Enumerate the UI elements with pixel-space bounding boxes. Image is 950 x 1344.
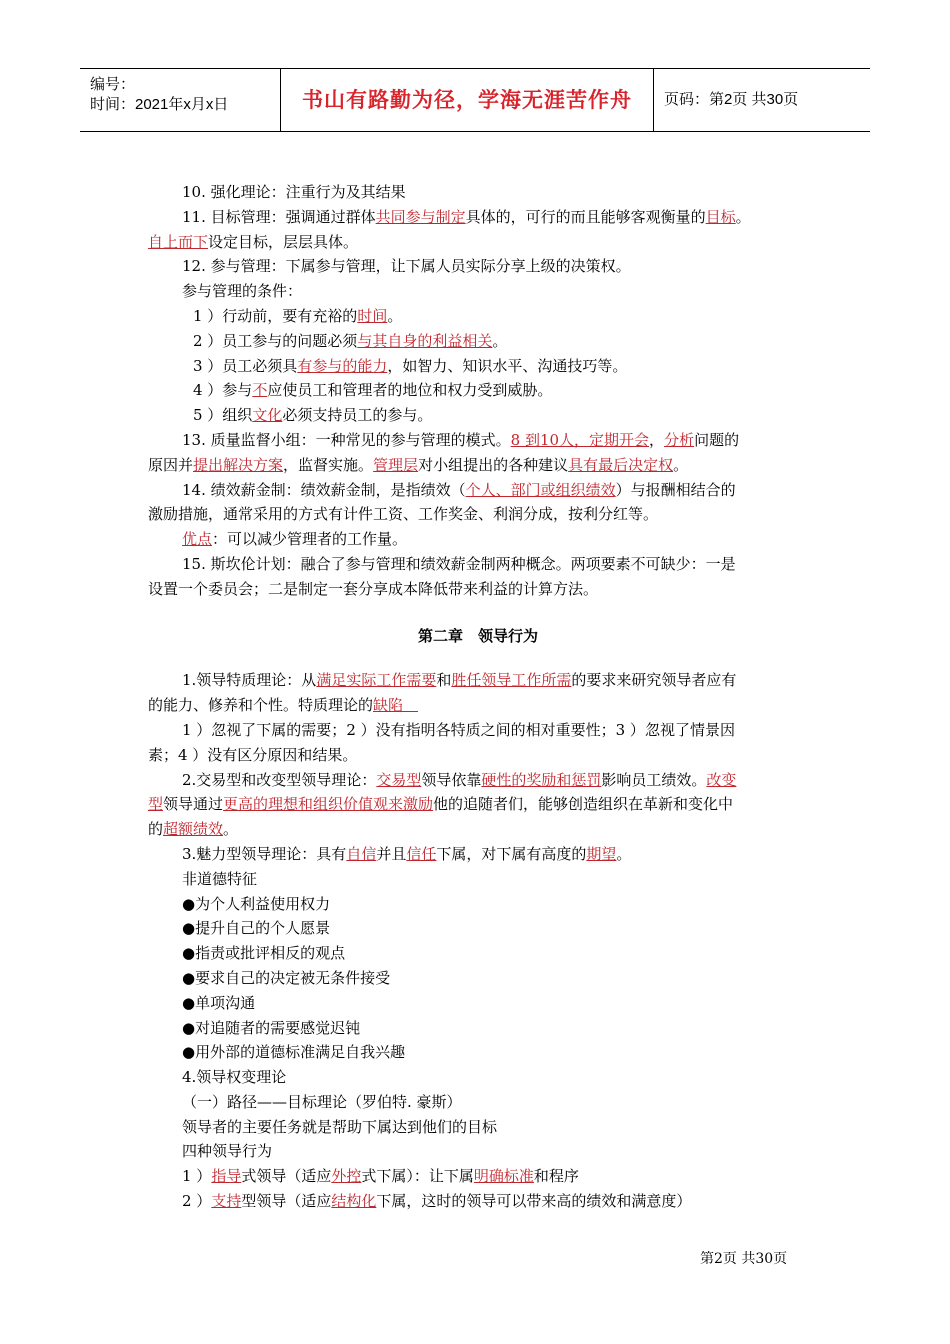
highlight-text: 自信 [346,844,377,863]
list-item: 1 ）行动前，要有充裕的时间。 [193,306,403,325]
highlight-text: 共同参与制定 [375,207,466,226]
paragraph-line: 参与管理的条件： [182,282,303,301]
highlight-text: 明确标准 [473,1167,534,1186]
highlight-text: 管理层 [373,455,419,474]
list-item: 2 ）员工参与的问题必须与其自身的利益相关。 [193,331,508,350]
paragraph-line: 15. 斯坎伦计划：融合了参与管理和绩效薪金制两种概念。两项要素不可缺少：一是 [182,554,736,573]
paragraph-line: （一）路径——目标理论（罗伯特. 豪斯） [182,1092,462,1111]
bullet-item: ●用外部的道德标准满足自我兴趣 [182,1043,406,1062]
paragraph-line: 领导者的主要任务就是帮助下属达到他们的目标 [182,1117,498,1136]
motto: 书山有路勤为径，学海无涯苦作舟 [302,88,632,112]
paragraph-line: 10. 强化理论：注重行为及其结果 [182,183,406,201]
paragraph-line: 13. 质量监督小组：一种常见的参与管理的模式。8 到10人，定期开会，分析问题的 [182,430,740,449]
highlight-text: 文化 [252,406,283,425]
paragraph-line: 设置一个委员会；二是制定一套分享成本降低带来利益的计算方法。 [148,579,599,598]
paragraph-line: 原因并提出解决方案，监督实施。管理层对小组提出的各种建议具有最后决定权。 [148,455,689,474]
highlight-text: 时间 [357,306,388,325]
paragraph-line: 2.交易型和改变型领导理论：交易型领导依靠硬性的奖励和惩罚影响员工绩效。改变 [182,770,737,789]
date-line: 时间：2021年x月x日 [90,96,229,113]
highlight-text: 支持 [211,1192,242,1211]
paragraph-line: 的能力、修养和个性。特质理论的缺陷 [148,696,419,715]
paragraph-line: 素；4 ）没有区分原因和结果。 [148,745,358,764]
page-header [80,68,870,132]
number-label: 编号： [90,76,136,93]
highlight-text: 硬性的奖励和惩罚 [481,770,602,789]
paragraph-line: 14. 绩效薪金制：绩效薪金制，是指绩效（个人、部门或组织绩效）与报酬相结合的 [182,480,736,499]
highlight-text: 缺陷 [373,696,419,715]
highlight-text: 优点 [182,530,213,549]
highlight-text: 个人、部门或组织绩效 [465,480,616,499]
paragraph-line: 1.领导特质理论：从满足实际工作需要和胜任领导工作所需的要求来研究领导者应有 [182,671,737,690]
highlight-text: 目标 [705,207,736,226]
highlight-text: 结构化 [331,1192,377,1211]
highlight-text: 自上而下 [148,232,209,251]
header-motto-cell [281,69,654,131]
highlight-text: 期望 [586,844,617,863]
highlight-text: 8 到10人，定期开会 [510,430,650,449]
paragraph-line: 1 ）忽视了下属的需要；2 ）没有指明各特质之间的相对重要性；3 ）忽视了情景因 [182,720,735,739]
list-item: 2 ）支持型领导（适应结构化下属，这时的领导可以带来高的绩效和满意度） [182,1192,692,1211]
paragraph-line: 11. 目标管理：强调通过群体共同参与制定具体的，可行的而且能够客观衡量的目标。 [182,207,751,226]
paragraph-line: 激励措施，通常采用的方式有计件工资、工作奖金、利润分成，按利分红等。 [148,505,659,524]
highlight-text: 交易型 [376,770,422,789]
bullet-item: ●对追随者的需要感觉迟钝 [182,1018,361,1037]
document-body [148,180,808,1214]
highlight-text: 改变 [706,770,737,789]
chapter-title: 第二章 领导行为 [417,626,538,645]
list-item: 3 ）员工必须具有参与的能力，如智力、知识水平、沟通技巧等。 [193,356,628,375]
list-item: 4 ）参与不应使员工和管理者的地位和权力受到威胁。 [193,381,553,400]
highlight-text: 更高的理想和组织价值观来激励 [223,795,434,814]
bullet-item: ●指责或批评相反的观点 [182,944,346,963]
paragraph-line: 的超额绩效。 [148,820,239,839]
paragraph-line: 3.魅力型领导理论：具有自信并且信任下属，对下属有高度的期望。 [182,844,632,863]
highlight-text: 胜任领导工作所需 [451,671,572,690]
paragraph-line: 4.领导权变理论 [182,1068,287,1087]
paragraph-line: 自上而下设定目标，层层具体。 [148,232,359,251]
bullet-item: ●提升自己的个人愿景 [182,919,331,938]
header-meta [80,69,281,131]
bullet-item: ●要求自己的决定被无条件接受 [182,968,391,987]
highlight-text: 外控 [331,1167,362,1186]
header-page-info: 页码：第2页 共30页 [664,91,799,108]
paragraph-line: 非道德特征 [182,869,258,888]
highlight-text: 指导 [211,1167,242,1186]
bullet-item: ●单项沟通 [182,993,256,1012]
highlight-text: 分析 [664,430,695,449]
highlight-text: 型 [148,795,164,814]
highlight-text: 满足实际工作需要 [316,671,437,690]
paragraph-line: 四种领导行为 [182,1142,273,1161]
list-item: 1 ）指导式领导（适应外控式下属）：让下属明确标准和程序 [182,1167,579,1186]
paragraph-line: 型领导通过更高的理想和组织价值观来激励他的追随者们，能够创造组织在革新和变化中 [148,795,734,814]
highlight-text: 不 [252,381,268,400]
paragraph-line: 优点：可以减少管理者的工作量。 [182,530,408,549]
page-footer: 第2页 共30页 [700,1251,788,1267]
bullet-item: ●为个人利益使用权力 [182,894,331,913]
highlight-text: 有参与的能力 [297,356,388,375]
paragraph-line: 12. 参与管理：下属参与管理，让下属人员实际分享上级的决策权。 [182,257,631,276]
highlight-text: 超额绩效 [163,820,224,839]
list-item: 5 ）组织文化必须支持员工的参与。 [193,406,433,425]
highlight-text: 与其自身的利益相关 [357,331,493,350]
highlight-text: 具有最后决定权 [568,455,674,474]
highlight-text: 提出解决方案 [193,455,284,474]
highlight-text: 信任 [406,844,437,863]
